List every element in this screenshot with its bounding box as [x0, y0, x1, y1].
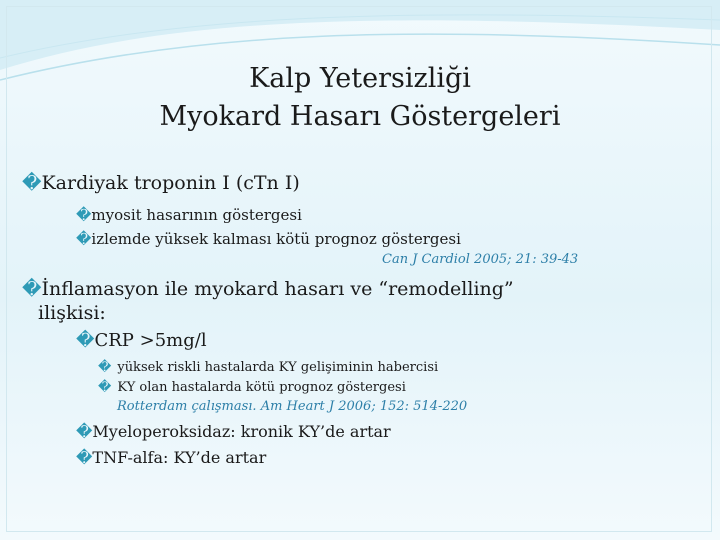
list-item-text: Kardiyak troponin I (cTn I): [41, 172, 300, 194]
list-item: [76, 448, 266, 467]
bullet-icon: �: [76, 330, 95, 351]
list-item-text: Myeloperoksidaz: kronik KY’de artar: [92, 422, 391, 441]
list-item: [22, 278, 514, 300]
list-item-text: yüksek riskli hastalarda KY gelişiminin habercisi: [117, 360, 439, 375]
list-item: [76, 206, 302, 224]
bullet-icon: �: [76, 422, 93, 441]
list-item: [22, 172, 300, 194]
list-item-text: CRP >5mg/l: [94, 330, 207, 351]
bullet-icon: �: [22, 172, 42, 194]
list-item-text: KY olan hastalarda kötü prognoz göstergesi: [117, 380, 406, 395]
list-item: [76, 422, 391, 441]
bullet-icon: �: [98, 360, 112, 375]
list-item-continuation: ilişkisi:: [38, 302, 106, 324]
citation: Rotterdam çalışması. Am Heart J 2006; 152: 514-220: [117, 399, 468, 414]
bullet-icon: �: [22, 278, 42, 300]
list-item-text: myosit hasarının göstergesi: [91, 206, 302, 224]
bullet-icon: �: [76, 230, 92, 248]
slide-title: [60, 60, 660, 136]
list-item: [76, 330, 207, 351]
title-line-2: Myokard Hasarı Göstergeleri: [159, 101, 561, 132]
list-item-text: İnflamasyon ile myokard hasarı ve “remodelling”: [41, 278, 514, 300]
list-item-text: izlemde yüksek kalması kötü prognoz göstergesi: [91, 230, 461, 248]
list-item-text: TNF-alfa: KY’de artar: [92, 448, 267, 467]
bullet-icon: �: [76, 448, 93, 467]
bullet-icon: �: [98, 380, 112, 395]
list-item: [76, 230, 461, 248]
list-item: [98, 360, 438, 375]
citation: Can J Cardiol 2005; 21: 39-43: [382, 252, 579, 267]
bullet-icon: �: [76, 206, 92, 224]
title-line-1: Kalp Yetersizliği: [249, 63, 471, 94]
list-item: [98, 380, 406, 395]
